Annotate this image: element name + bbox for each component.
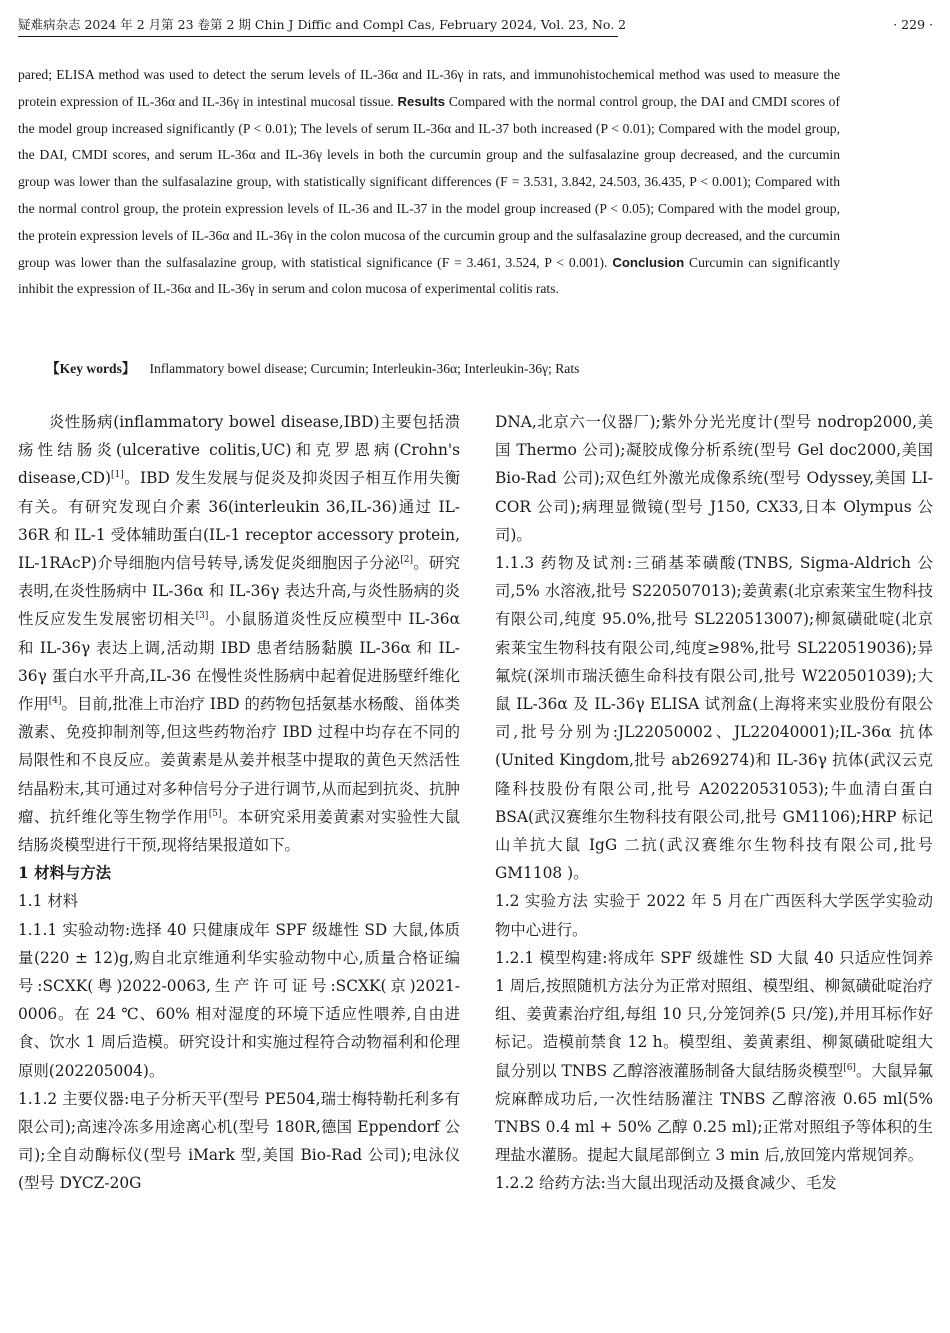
intro-text-4: 。小鼠肠道炎性反应模型中 IL-36α 和 IL-36γ 表达上调,活动期 IBD 患者结肠黏膜 IL-36α 和 IL-36γ 蛋白水平升高,IL-36 在慢性炎性肠病中起着促进肠壁纤维化作用 — [18, 610, 460, 714]
results-label: Results — [397, 93, 446, 109]
paragraph-model-construction — [495, 944, 933, 1170]
header-rule — [18, 36, 618, 37]
page-number: · 229 · — [893, 17, 933, 32]
conclusion-text: Curcumin can significantly inhibit the expression of IL-36α and IL-36γ in serum and colon mucosa of experimental colitis rats. — [18, 254, 840, 297]
intro-text-2: 。IBD 发生发展与促炎及抑炎因子相互作用失衡有关。有研究发现白介素 36(interleukin 36,IL-36)通过 IL-36R 和 IL-1 受体辅助蛋白(IL-1 receptor accessory protein, IL-1RAcP)介导细胞内信号转导,诱发促炎细胞因子分泌 — [18, 469, 460, 573]
intro-text-3: 。研究表明,在炎性肠病中 IL-36α 和 IL-36γ 表达升高,与炎性肠病的炎性反应发生发展密切相关 — [18, 554, 460, 629]
intro-text-5: 。目前,批准上市治疗 IBD 的药物包括氨基水杨酸、甾体类激素、免疫抑制剂等,但这些药物治疗 IBD 过程中均存在不同的局限性和不良反应。姜黄素是从姜并根茎中提取的黄色天然活性结晶粉末,其可通过对多种信号分子进行调节,从而起到抗炎、抗肿瘤、抗纤维化等生物学作用 — [18, 695, 461, 826]
conclusion-label: Conclusion — [612, 254, 685, 270]
body-left-column — [18, 408, 460, 1198]
paragraph-dosing: 1.2.2 给药方法:当大鼠出现活动及摄食减少、毛发 — [495, 1174, 837, 1193]
citation-ref: [6] — [843, 1062, 856, 1073]
paragraph-reagents: 1.1.3 药物及试剂:三硝基苯磺酸(TNBS, Sigma-Aldrich 公司,5% 水溶液,批号 S220507013);姜黄素(北京索莱宝生物科技有限公司,纯度 95.0%,批号 SL220513007);柳氮磺砒啶(北京索莱宝生物科技有限公司,纯度≥98%,批号 SL220519036);异氟烷(深圳市瑞沃德生命科技有限公司,批号 W220501039);大鼠 IL-36α 及 IL-36γ ELISA 试剂盒(上海将来实业股份有限公司,批号分别为:JL22050002、JL22040001);IL-36α 抗体(United Kingdom,批号 ab269274)和 IL-36γ 抗体(武汉云克隆科技股份有限公司,批号 A20220531053);牛血清白蛋白 BSA(武汉赛维尔生物科技有限公司,批号 GM1106);HRP 标记山羊抗大鼠 IgG 二抗(武汉赛维尔生物科技有限公司,批号 GM1108 )。 — [495, 554, 933, 883]
subsection-heading-materials: 1.1 材料 — [18, 892, 79, 911]
intro-text-6: 。本研究采用姜黄素对实验性大鼠结肠炎模型进行干预,现将结果报道如下。 — [18, 807, 460, 855]
journal-citation: 疑难病杂志 2024 年 2 月第 23 卷第 2 期 Chin J Diffic and Compl Cas, February 2024, Vol. 23, No. 2 — [18, 17, 627, 32]
abstract-methods-tail: pared; ELISA method was used to detect the serum levels of IL-36α and IL-36γ in rats, and immunohistochemical method was used to measure the protein expression of IL-36α and IL-36γ in intestinal mucosal tissue. — [18, 67, 840, 109]
keywords-line — [46, 356, 846, 382]
model-text-2: 。大鼠异氟烷麻醉成功后,一次性结肠灌注 TNBS 乙醇溶液 0.65 ml(5% TNBS 0.4 ml + 50% 乙醇 0.25 ml);正常对照组予等体积的生理盐水灌肠。提起大鼠尾部倒立 3 min 后,放回笼内常规饲养。 — [495, 1061, 933, 1165]
introduction-paragraph — [18, 408, 460, 859]
intro-text-1: 炎性肠病(inflammatory bowel disease,IBD)主要包括溃疡性结肠炎(ulcerative colitis,UC)和克罗恩病(Crohn's disease,CD) — [18, 413, 460, 488]
paragraph-instruments: 1.1.2 主要仪器:电子分析天平(型号 PE504,瑞士梅特勒托利多有限公司);高速冷冻多用途离心机(型号 180R,德国 Eppendorf 公司);全自动酶标仪(型号 iMark 型,美国 Bio-Rad 公司);电泳仪(型号 DYCZ-20G — [18, 1089, 460, 1193]
citation-ref: [2] — [400, 554, 413, 565]
citation-ref: [1] — [110, 470, 124, 481]
english-abstract — [18, 62, 840, 303]
model-text-1: 1.2.1 模型构建:将成年 SPF 级雄性 SD 大鼠 40 只适应性饲养 1 周后,按照随机方法分为正常对照组、模型组、柳氮磺砒啶治疗组、姜黄素治疗组,每组 10 只,分笼饲养(5 只/笼),并用耳标作好标记。造模前禁食 12 h。模型组、姜黄素组、柳氮磺砒啶组大鼠分别以 TNBS 乙醇溶液灌肠制备大鼠结肠炎模型 — [495, 948, 933, 1080]
section-heading-methods: 1 材料与方法 — [18, 864, 112, 883]
paragraph-methods: 1.2 实验方法 实验于 2022 年 5 月在广西医科大学医学实验动物中心进行。 — [495, 892, 933, 939]
body-right-column — [495, 408, 933, 1198]
keywords-text: Inflammatory bowel disease; Curcumin; Interleukin-36α; Interleukin-36γ; Rats — [149, 361, 580, 376]
paragraph-animals: 1.1.1 实验动物:选择 40 只健康成年 SPF 级雄性 SD 大鼠,体质量(220 ± 12)g,购自北京维通利华实验动物中心,质量合格证编号:SCXK(粤)2022-0063,生产许可证号:SCXK(京)2021-0006。在 24 ℃、60% 相对湿度的环境下适应性喂养,自由进食、饮水 1 周后造模。研究设计和实施过程符合动物福利和伦理原则(202205004)。 — [18, 920, 460, 1080]
results-text: Compared with the normal control group, the DAI and CMDI scores of the model group increased significantly (P < 0.01); The levels of serum IL-36α and IL-37 both increased (P < 0.01); Compared with the model group, the DAI, CMDI scores, and serum IL-36α and IL-36γ levels in both the curcumin group and the sulfasalazine group decreased, and the curcumin group was lower than the sulfasalazine group, with statistically significant differences (F = 3.531, 3.842, 24.503, 36.435, P < 0.001); Compared with the normal control group, the protein expression levels of IL-36 and IL-37 in the model group increased (P < 0.05); Compared with the model group, the protein expression levels of IL-36α and IL-36γ in the colon mucosa of the curcumin group and the sulfasalazine group decreased, and the curcumin group was lower than the sulfasalazine group, with statistical significance (F = 3.461, 3.524, P < 0.001). — [18, 93, 840, 270]
citation-ref: [5] — [208, 808, 222, 819]
running-header — [18, 14, 933, 38]
paragraph-instruments-cont: DNA,北京六一仪器厂);紫外分光光度计(型号 nodrop2000,美国 Thermo 公司);凝胶成像分析系统(型号 Gel doc2000,美国 Bio-Rad 公司);双色红外激光成像系统(型号 Odyssey,美国 LI-COR 公司);病理显微镜(型号 J150, CX33,日本 Olympus 公司)。 — [495, 413, 933, 544]
keywords-label: 【Key words】 — [46, 361, 136, 376]
citation-ref: [4] — [48, 695, 62, 706]
citation-ref: [3] — [195, 611, 209, 622]
